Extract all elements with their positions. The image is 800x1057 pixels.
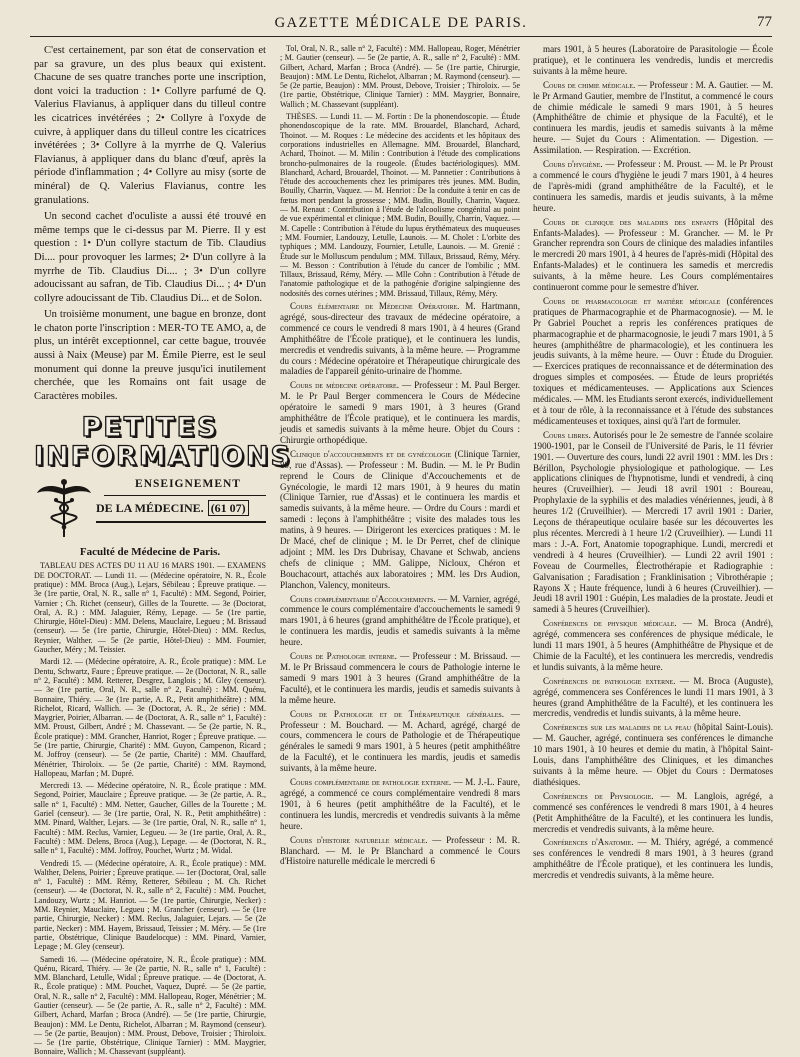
divider (96, 521, 266, 523)
course-announcement (533, 676, 773, 720)
course-heading: Cours de chimie médicale. (543, 79, 636, 90)
paragraph: C'est certainement, par son état de conservation et par sa gravure, un des plus beaux qui existent. Chacune de ses quatre tranches porte une inscription, dont voici la traduction : 1• Collyre parfumé de Q. Valerius Flavianus, à appliquer dans du tilleul contre les cicatrices invétérées ; 2• Collyre à l'oxyde de cuivre, à appliquer dans du tilleul contre les cicatrices invétérées ; 3• Collyre à la myrrhe de Q. Valerius Flavianus, à appliquer dans du blanc d'œuf, après la période d'inflammation ; 4• Collyre au misy (sorte de minéral) de Q. Valerius Flavianus, contre les granulations. (34, 45, 266, 206)
course-heading: Cours de pharmacologie et matière médicale (543, 295, 721, 306)
course-heading: Cours de Pathologie interne. (290, 651, 397, 662)
course-body: — Professeur : M. R. Blanchard. — M. le Pr Blanchard a commencé le Cours d'Histoire naturelle médicale le mercredi 6 (280, 834, 520, 867)
course-body: — M. Broca (Auguste), agrégé, commencera ses Conférences le lundi 11 mars 1901, à 3 heures (grand Amphithéâtre de la Faculté), et les continuera les mercredis, vendredis et lundis suivants, à la même heure. (533, 675, 773, 719)
course-heading: Cours élémentaire de Médecine Opératoire. (290, 301, 460, 312)
course-announcement (533, 159, 773, 214)
course-body: — Professeur : M. Paul Berger. M. le Pr Paul Berger commencera le Cours de Médecine opératoire le samedi 9 mars 1901, à 3 heures (Grand amphithéâtre de l'École pratique), et le continuera les mardis, jeudis et samedis suivants à la même heure. Objet du Cours : Chirurgie orthopédique. (280, 380, 520, 445)
course-body: — M. Thiéry, agrégé, a commencé ses conférences le vendredi 8 mars 1901, à 3 heures (grand amphithéâtre de l'École pratique), et les continuera les lundis, mercredis et vendredis suivants, à la même heure. (533, 837, 773, 881)
course-heading: Cours libres. (543, 429, 591, 440)
paragraph: mars 1901, à 5 heures (Laboratoire de Parasitologie — École pratique), et le continuera les vendredis, lundis et mercredis suivants à la même heure. (533, 44, 773, 76)
column-2 (280, 44, 520, 1018)
faculty-title: Faculté de Médecine de Paris. (79, 546, 221, 559)
course-body: Autorisés pour le 2e semestre de l'année scolaire 1900-1901, par le Conseil de l'Université de Paris, le 11 février 1901. — Ouverture des cours, lundi 22 avril 1901 : MM. les Drs : Bérillon, Psychologie physiologique et pathologique. — Les applications cliniques de l'hypnotisme, lundi et vendredi, à cinq heures (Cruveilhier). — Jeudi 18 avril 1901 : Boureau, Prophylaxie de la syphilis et des maladies vénériennes, jeudi, à 8 heures 1/2 (Cruveilhier). — Mercredi 17 avril 1901 : Darier, Leçons de thérapeutique oculaire basée sur les découvertes les plus récentes. Mercredi à 1 heure 1/2 (Cruveilhier). — Lundi 11 mars : J.-A. Fort, Anatomie topographique. Lundi, mercredi et vendredi à 4 heures (Cruveilhier). — Lundi 22 avril 1901 : Foveau de Courmelles, Électrothérapie et Radiographie : Galvanisation ; Faradisation ; Franklinisation ; Vibrothérapie ; Rayons X ; Haute fréquence, lundi à 6 heures (Cruveilhier). — Jeudi 18 avril 1901 : Guépin, Les maladies de la prostate. Jeudi et samedi à 5 heures (Cruveilhier). (533, 429, 773, 615)
journal-title: GAZETTE MÉDICALE DE PARIS. (274, 15, 528, 31)
enseignement-heading (34, 477, 266, 543)
petites-informations-banner (34, 412, 292, 473)
schedule-paragraph: Vendredi 15. — (Médecine opératoire, A. R., École pratique) : MM. Walther, Delens, Poirier ; Épreuve pratique. — 1er (Doctorat, Oral, salle n° 1, Faculté) : MM. Rémy, Retterer, Sébileau ; M. Ch. Richet (censeur). — 4e (Doctorat, N. R., salle n° 2, Faculté) : MM. Pouchet, Landouzy, Wurtz ; M. Hanriot. — 5e (1re partie, Chirurgie, Necker) : MM. Reynier, Mauclaire, Legueu ; M. Grancher (censeur). — 5e (1re partie, Chirurgie, Necker) : MM. Reclus, Jalaguier, Lejars. — 5e (2e partie, Necker) : MM. Hayem, Brissaud, Teissier ; M. Méry. — 5e (1re partie, Obstétrique, Clinique Baudelocque) : MM. Pinard, Varnier, Lepage ; M. Gley (censeur). (34, 858, 266, 952)
enseignement-subtitle (96, 503, 266, 514)
page-header (30, 14, 772, 37)
course-heading: Conférences de pathologie externe. (543, 675, 676, 686)
schedule-paragraph: Mercredi 13. — Médecine opératoire, N. R., École pratique : MM. Segond, Poirier, Mauclaire ; Épreuve pratique. — 3e (2e partie, A. R., salle n° 1, Faculté) : MM. Netter, Gaucher, Gilles de la Tourette ; M. Gariel (censeur). — 3e (1re partie, Oral, N. R., Petit amphithéâtre) : MM. Pinard, Walther, Lejars. — 3e (1re partie, Oral, N. R., salle n° 1, Faculté) : MM. Reclus, Varnier, Legueu. — 3e (1re partie, Oral, A. R., Faculté) : MM. Delens, Broca (Aug.), Lepage. — 4e (Doctorat, N. R., salle n° 1, Faculté) : MM. Joffroy, Pouchet, Wurtz ; M. Widal. (34, 781, 266, 856)
course-body: — M. Langlois, agrégé, a commencé ses conférences le vendredi 8 mars 1901, à 4 heures (Petit Amphithéâtre de la Faculté), et les continuera les lundis, mercredis et vendredis suivants, à la même heure. (533, 790, 773, 834)
course-announcement (280, 594, 520, 649)
course-announcement (280, 651, 520, 706)
course-body: (Hôpital des Enfants-Malades). — Professeur : M. Grancher. — M. le Pr Grancher reprendra son Cours de clinique des maladies infantiles le mercredi 20 mars 1901, à 4 heures de l'après-midi (Hôpital des Enfants-Malades) et le continuera les samedis et mercredis suivants, à la même heure. Les Cours complémentaires continueront comme pour le semestre d'hiver. (533, 216, 773, 293)
course-body: — Professeur : M. Brissaud. — M. le Pr Brissaud commencera le cours de Pathologie interne le samedi 9 mars 1901 à 3 heures (Grand amphithéâtre de la Faculté), et le continuera les mardis, jeudis et samedis suivants à la même heure. (280, 651, 520, 705)
course-list (280, 301, 520, 867)
course-heading: Clinique d'accouchements et de gynécologie (290, 448, 452, 459)
course-heading: Conférences sur les maladies de la peau (543, 722, 691, 733)
course-announcement (280, 777, 520, 832)
course-heading: Cours de médecine opératoire. (290, 380, 399, 391)
course-heading: Conférences de physique médicale. (543, 618, 677, 629)
subtitle-text: DE LA MÉDECINE. (96, 501, 204, 516)
course-body: M. Hartmann, agrégé, sous-directeur des travaux de médecine opératoire, a commencé ce cours le vendredi 8 mars 1901, à 4 heures (Grand Amphithéâtre de l'École pratique), et le continuera les lundis, mercredis et vendredis suivants, à la même heure. — Programme du cours : Médecine opératoire et Thérapeutique chirurgicale des maladies de l'appareil génito-urinaire de l'homme. (280, 301, 520, 377)
schedule-paragraph: TABLEAU DES ACTES DU 11 AU 16 MARS 1901. — EXAMENS DE DOCTORAT. — Lundi 11. — (Médecine opératoire, N. R., École pratique) : MM. Broca (Aug.), Lejars, Sébileau ; Épreuve pratique. — 3e (1re partie, Oral, N. R., salle n° 1, Faculté) : MM. Segond, Poirier, Varnier ; Ch. Richet (censeur), Gilles de la Tourette. — 3e (Doctorat, Oral, A. R.) : MM. Jalaguier, Rémy, Lepage. — 5e (1re partie, Chirurgie, Hôtel-Dieu) : MM. Delens, Mauclaire, Legueu ; M. Brissaud (censeur). — 5e (1re partie, Chirurgie, Hôtel-Dieu) : MM. Reclus, Reynier, Walther. — 5e (2e partie, Hôtel-Dieu) : MM. Fournier, Gaucher, Méry ; M. Teissier. (34, 561, 266, 655)
course-heading: Conférences d'Anatomie. (543, 837, 634, 848)
course-body: (conférences pratiques de Pharmacographie et de Pharmacognosie). — M. le Pr Gabriel Pouchet a repris les conférences pratiques de pharmacographie et de pharmacognosie, le jeudi 7 mars 1901, à 5 heures (amphithéâtre de pharmacologie), et les continuera les jeudis suivants, à la même heure. — Ouvr : Étude du Droguier. — Exercices pratiques de reconnaissance et de détermination des drogues simples et composées. — Étude de leurs propriétés toxiques et médicamenteuses. — Applications aux Sciences médicales. — MM. les Etudiants seront exercés, individuellement et à tour de rôle, à la reconnaissance et à l'étude des substances médicamenteuses et toxiques, ainsi qu'à l'art de formuler. (533, 295, 774, 426)
course-announcement (533, 296, 773, 427)
course-heading: Cours de Pathologie et de Thérapeutique générales. (290, 708, 505, 719)
page-number: 77 (757, 14, 772, 30)
course-list (533, 80, 773, 881)
course-body: (hôpital Saint-Louis). — M. Gaucher, agrégé, continuera ses conférences le dimanche 10 mars 1901, à 10 heures et demie du matin, à l'hôpital Saint-Louis, dans l'amphithéâtre des Cliniques, et les dimanches suivants à la même heure. — Objet du Cours : Dermatoses diathésiques. (533, 722, 773, 787)
course-heading: Cours d'hygiène. (543, 159, 603, 170)
course-announcement (280, 835, 520, 868)
caduceus-icon (36, 477, 92, 539)
course-heading: Conférences de Physiologie. (543, 790, 654, 801)
paragraph: Un troisième monument, une bague en bronze, dont le chaton porte l'inscription : MER-TO TE AMO, a, de plus, un intérêt exceptionnel, car cette bague, trouvée aussi à Naix (Meuse) par M. Émile Pierre, est le seul monument qui donne la preuve jusqu'ici inutilement cherchée, que les Romains ont fait usage de Caractères mobiles. (34, 309, 266, 402)
course-heading: Cours complémentaire de pathologie externe. (290, 777, 452, 788)
course-announcement (280, 380, 520, 445)
course-announcement (533, 722, 773, 787)
enseignement-title: ENSEIGNEMENT (135, 478, 241, 491)
course-body: — M. Varnier, agrégé, commence le cours complémentaire d'accouchements le samedi 9 mars 1901, à 6 heures (grand amphithéâtre de l'École pratique), et le continuera les mardis, jeudis et samedis suivants à la même heure. (280, 593, 520, 648)
schedule-paragraph: Samedi 16. — (Médecine opératoire, N. R., École pratique) : MM. Quénu, Ricard, Thiéry. — 3e (2e partie, N. R., salle n° 1, Faculté) : MM. Blanchard, Letulle, Widal ; Épreuve pratique. — 4e (Doctorat, A. R., École pratique) : MM. Pouchet, Vaquez, Dupré. — 5e (2e partie, Oral, N. R., salle n° 2, Faculté) : MM. Hallopeau, Roger, Ménétrier ; M. Gautier (censeur). — 5e (2e partie, A. R., salle n° 2, Faculté) : MM. Gilbert, Achard, Marfan ; Broca (André). — 5e (1re partie, Chirurgie, Beaujon) : MM. Le Dentu, Richelot, Albarran ; M. Raymond (censeur). — 5e (2e partie, Beaujon) : MM. Proust, Debove, Troisier ; Thiroloix. — 5e (1re partie, Obstétrique, Clinique Tarnier) : MM. Maygrier, Bonnaire, Wallich ; M. Chassevant (suppléant). (34, 954, 266, 1057)
course-body: (Clinique Tarnier, 89, rue d'Assas). — Professeur : M. Budin. — M. le Pr Budin reprend le Cours de Clinique d'Accouchements et de Gynécologie, le mardi 12 mars 1901, à 9 heures du matin (Clinique Tarnier, rue d'Assas) et le continuera les mardis et samedis suivants, à la même heure. — Ordre du Cours : mardi et samedi : leçons à l'amphithéâtre ; visite des malades tous les matins, à 9 heures. — Dirigeront les exercices pratiques : M. le Dr Macé, chef de clinique ; M. le Dr Perret, chef de clinique adjoint ; MM. les Drs Dubrisay, Chavane et Schwab, anciens chefs de clinique ; MM. Galippe, Nicloux, Chéron et Bouchacourt, attachés aux laboratoires ; MM. les Drs Audion, Planchon, Valency, moniteurs. (280, 448, 520, 590)
course-body: — Professeur : M. Proust. — M. le Pr Proust a commencé le cours d'hygiène le jeudi 7 mars 1901, à 4 heures de l'après-midi (grand amphithéâtre de la Faculté), et le continuera les samedis, mardis et jeudis suivants, à la même heure. (533, 159, 773, 213)
banner-line-1: PETITES (81, 412, 219, 444)
column-1 (34, 44, 292, 1057)
course-heading: Cours complémentaire d'Accouchements. (290, 593, 436, 604)
course-body: — M. Broca (André), agrégé, commencera ses conférences de physique médicale, le lundi 11 mars 1901, à 5 heures (Amphithéâtre de Physique et de Chimie de la Faculté), et les continuera les mercredis, vendredis et lundis suivants, à la même heure. (533, 618, 773, 672)
classification-code: (61 07) (208, 500, 249, 516)
theses-paragraph: THÈSES. — Lundi 11. — M. Fortin : De la phonendoscopie. — Étude phonendoscopique de la rate. MM. Brouardel, Blanchard, Achard, Thoinot. — M. Roques : Le médecine des accidents et les hôpitaux des corporations industrielles en Allemagne. MM. Brouardel, Blanchard, Achard, Thoinot. — M. Milin : Contribution à l'étude des complications broncho-pulmonaires de la rougeole. (Études bactériologiques). MM. Blanchard, Achard, Brouardel, Thoinot. — M. Pannetier : Contributions à l'étude des accouchements chez les primipares très jeunes. MM. Budin, Bouilly, Charrin, Vaquez. — M. Henriot : De la conduite à tenir en cas de fœtus mort pendant la grossesse ; MM. Budin, Bouilly, Charrin, Vaquez. — M. Renaut : Contribution à l'étude de l'alcoolisme congénital au point de vue expérimental et clinique ; MM. Budin, Bouilly, Charrin, Vaquez. — M. Capelle : Contribution à l'étude du lupus érythémateux des muqueuses ; MM. Fournier, Landouzy, Letulle, Launois. — M. Cholet : L'orbite des typhiques ; MM. Landouzy, Fournier, Letulle, Launois. — M. Grenié : Étude sur le Molluscum pendulum ; MM. Tillaux, Brissaud, Rémy, Méry. — M. Besson : Contribution à l'étude du cancer de l'ombilic ; MM. Tillaux, Brissaud, Rémy, Méry. — Mlle Cohn : Contribution à l'étude de l'anatomie pathologique et de la pathogénie d'origine salpingienne des nodosités des cornes utérines ; MM. Brissaud, Tillaux, Rémy, Méry. (280, 112, 520, 298)
paragraph: Tol, Oral, N. R., salle n° 2, Faculté) : MM. Hallopeau, Roger, Ménétrier ; M. Gautier (censeur). — 5e (2e partie, A. R., salle n° 2, Faculté) : MM. Gilbert, Achard, Marfan ; Broca (André). — 5e (1re partie, Chirurgie, Beaujon) : MM. Le Dentu, Richelot, Albarran ; M. Raymond (censeur). — 5e (2e partie, Beaujon) : MM. Proust, Debove, Troisier ; Thiroloix. — 5e (1re partie, Obstétrique, Clinique Tarnier) : MM. Maygrier, Bonnaire, Wallich ; M. Chassevant (suppléant). (280, 44, 520, 109)
banner-line-2: INFORMATIONS (34, 441, 292, 473)
schedule-paragraph: Mardi 12. — (Médecine opératoire, A. R., École pratique) : MM. Le Dentu, Schwartz, Faure ; Épreuve pratique. — 2e (Doctorat, N. R., salle n° 2, Faculté) : MM. Retterer, Desgrez, Langlois ; M. Gley (censeur). — 3e (1re partie, Oral, N. R., salle n° 2, Faculté) : MM. Quénu, Bonnaire, Thiéry. — 3e (1re partie, A. R., Petit amphithéâtre) : MM. Richelot, Ricard, Wallich. — 3e (Doctorat, A. R., 2e série) : MM. Maygrier, Poirier, Albarran. — 4e (Doctorat, A. R., salle n° 1, Faculté) : MM. Proust, Gilbert, André ; M. Chassevant. — 5e (2e partie, N. R., École pratique) : MM. Grancher, Hanriot, Roger ; Épreuve pratique. — 5e (1re partie, Chirurgie, Charité) : MM. Guyon, Campenon, Ricard ; M. Joffroy (censeur). — 5e (2e partie, Charité) : MM. Chauffard, Ménétrier, Thiroloix. — 5e (2e partie, Charité) : MM. Raymond, Hallopeau, Marfan ; M. Dupré. (34, 657, 266, 778)
paragraph: Un second cachet d'oculiste a aussi été trouvé en même temps que le ci-dessus par M. Pierre. Il y est question : 1• D'un collyre stactum de Tib. Claudius Di.... pour provoquer les larmes; 2• D'un collyre à la myrrhe de Tib. Claudius Di.... ; 3• D'un collyre adoucissant au safran, de Tib. Claudius Di... ; 4• D'un collyre adoucissant de Tib. Claudius Di... et de Solon. (34, 211, 266, 304)
course-heading: Cours d'histoire naturelle médicale. (290, 834, 428, 845)
course-body: — Professeur : M. A. Gautier. — M. le Pr Armand Gautier, membre de l'Institut, a commencé le cours de chimie médicale le samedi 9 mars 1901, à 5 heures (Amphithéâtre de chimie et physique de la Faculté), et le continuera les mardis, jeudis et samedis suivants à la même heure. — Sujet du Cours : Alimentation. — Digestion. — Assimilation. — Respiration. — Excrétion. (533, 79, 773, 156)
course-announcement (280, 301, 520, 377)
column-3 (533, 44, 773, 1018)
divider (104, 495, 266, 496)
course-heading: Cours de clinique des maladies des enfants (543, 216, 719, 227)
course-announcement (533, 430, 773, 615)
course-announcement (280, 449, 520, 591)
course-announcement (533, 618, 773, 673)
course-announcement (533, 80, 773, 156)
course-announcement (533, 217, 773, 293)
course-announcement (533, 791, 773, 835)
course-announcement (280, 709, 520, 774)
course-body: — M. J.-L. Faure, agrégé, a commencé ce cours complémentaire vendredi 8 mars 1901, à 6 heures (petit amphithéâtre de la Faculté), et le continuera les lundis, mercredis et vendredis suivants à la même heure. (280, 777, 520, 831)
course-body: — Professeur : M. Bouchard. — M. Achard, agrégé, chargé de cours, commencera le cours de Pathologie et de Thérapeutique générales le samedi 9 mars 1901, à 5 heures (petit amphithéâtre de la Faculté), et le continuera les mardis, jeudis et samedis suivants, à la même heure. (280, 708, 520, 774)
course-announcement (533, 837, 773, 881)
